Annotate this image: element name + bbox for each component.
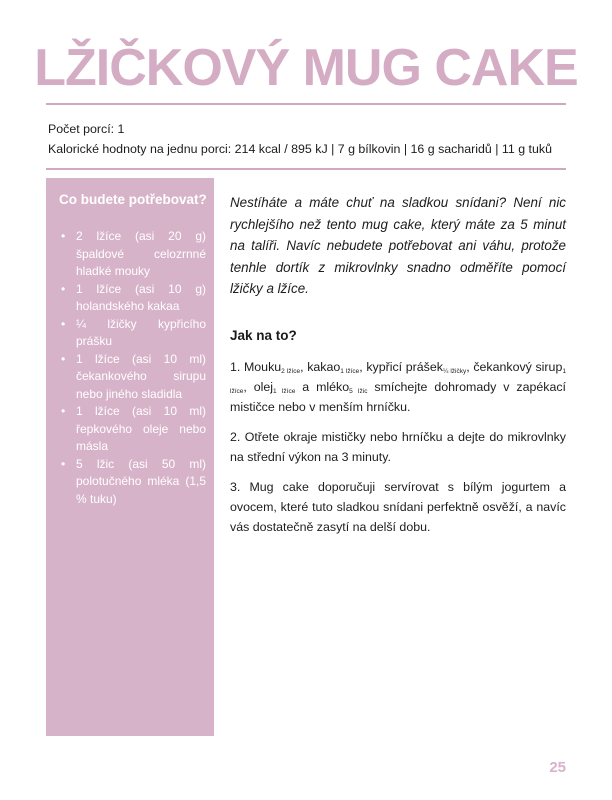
recipe-body xyxy=(230,192,566,547)
instruction-step-3 xyxy=(230,477,566,537)
step-text: Mouku xyxy=(243,359,282,374)
quantity-note: 1 lžíce xyxy=(230,367,566,395)
step-text: smíchejte dohromady v zapékací mističce nebo v menším hrníčku. xyxy=(230,379,566,414)
quantity-note: 1 lžíce xyxy=(340,367,360,375)
quantity-note: 2 lžíce xyxy=(281,367,301,375)
top-divider xyxy=(46,103,566,105)
instructions-list xyxy=(230,357,566,537)
recipe-meta xyxy=(48,119,568,159)
page-number: 25 xyxy=(549,759,566,776)
step-number: 3. xyxy=(230,479,241,494)
ingredient-item: • ¼ lžičky kypřicího prášku xyxy=(60,316,206,351)
ingredient-item: • 1 lžíce (asi 10 ml) řepkového oleje nebo másla xyxy=(60,403,206,456)
instruction-step-2 xyxy=(230,427,566,467)
ingredients-heading: Co budete potřebovat? xyxy=(59,192,207,207)
nutrition-text: Kalorické hodnoty na jednu porci: 214 kcal / 895 kJ | 7 g bílkovin | 16 g sacharidů | 11 g tuků xyxy=(48,142,552,156)
step-number: 1. xyxy=(230,359,241,374)
ingredients-list xyxy=(60,228,206,508)
quantity-note: ¼ lžičky xyxy=(442,367,467,375)
instructions-heading: Jak na to? xyxy=(230,327,297,343)
ingredient-item: • 1 lžíce (asi 10 ml) čekankového sirupu nebo jiného sladidla xyxy=(60,351,206,404)
step-text: , kakao xyxy=(300,359,341,374)
step-text: a mléko xyxy=(295,379,350,394)
step-number: 2. xyxy=(230,429,241,444)
step-text: , čekankový sirup xyxy=(466,359,563,374)
intro-paragraph: Nestíháte a máte chuť na sladkou snídani? Není nic rychlejšího než tento mug cake, který máte za 5 minut na talíři. Navíc nebudete potřebovat ani váhu, protože tenhle dortík z mikrovlnky snadno odměříte pomocí lžičky a lžíce. xyxy=(230,195,566,296)
ingredient-item: • 1 lžíce (asi 10 g) holandského kakaa xyxy=(60,281,206,316)
step-text: Otřete okraje mističky nebo hrníčku a dejte do mikrovlnky na střední výkon na 3 minuty. xyxy=(230,429,566,464)
step-text: Mug cake doporučuji servírovat s bílým jogurtem a ovocem, které tuto sladkou snídani perfektně osvěží, a navíc vás dostatečně zasytí na delší dobu. xyxy=(230,479,566,534)
step-text: , kypřicí prášek xyxy=(359,359,443,374)
ingredient-item: • 2 lžíce (asi 20 g) špaldové celozrnné hladké mouky xyxy=(60,228,206,281)
quantity-note: 1 lžíce xyxy=(273,387,296,395)
quantity-note: 5 lžic xyxy=(349,387,368,395)
meta-divider xyxy=(46,168,566,170)
page-title: LŽIČKOVÝ MUG CAKE xyxy=(34,39,578,97)
step-text: , olej xyxy=(243,379,274,394)
ingredients-panel xyxy=(46,178,214,736)
servings-text: Počet porcí: 1 xyxy=(48,122,125,136)
instruction-step-1 xyxy=(230,357,566,417)
ingredient-item: • 5 lžic (asi 50 ml) polotučného mléka (1,5 % tuku) xyxy=(60,456,206,509)
